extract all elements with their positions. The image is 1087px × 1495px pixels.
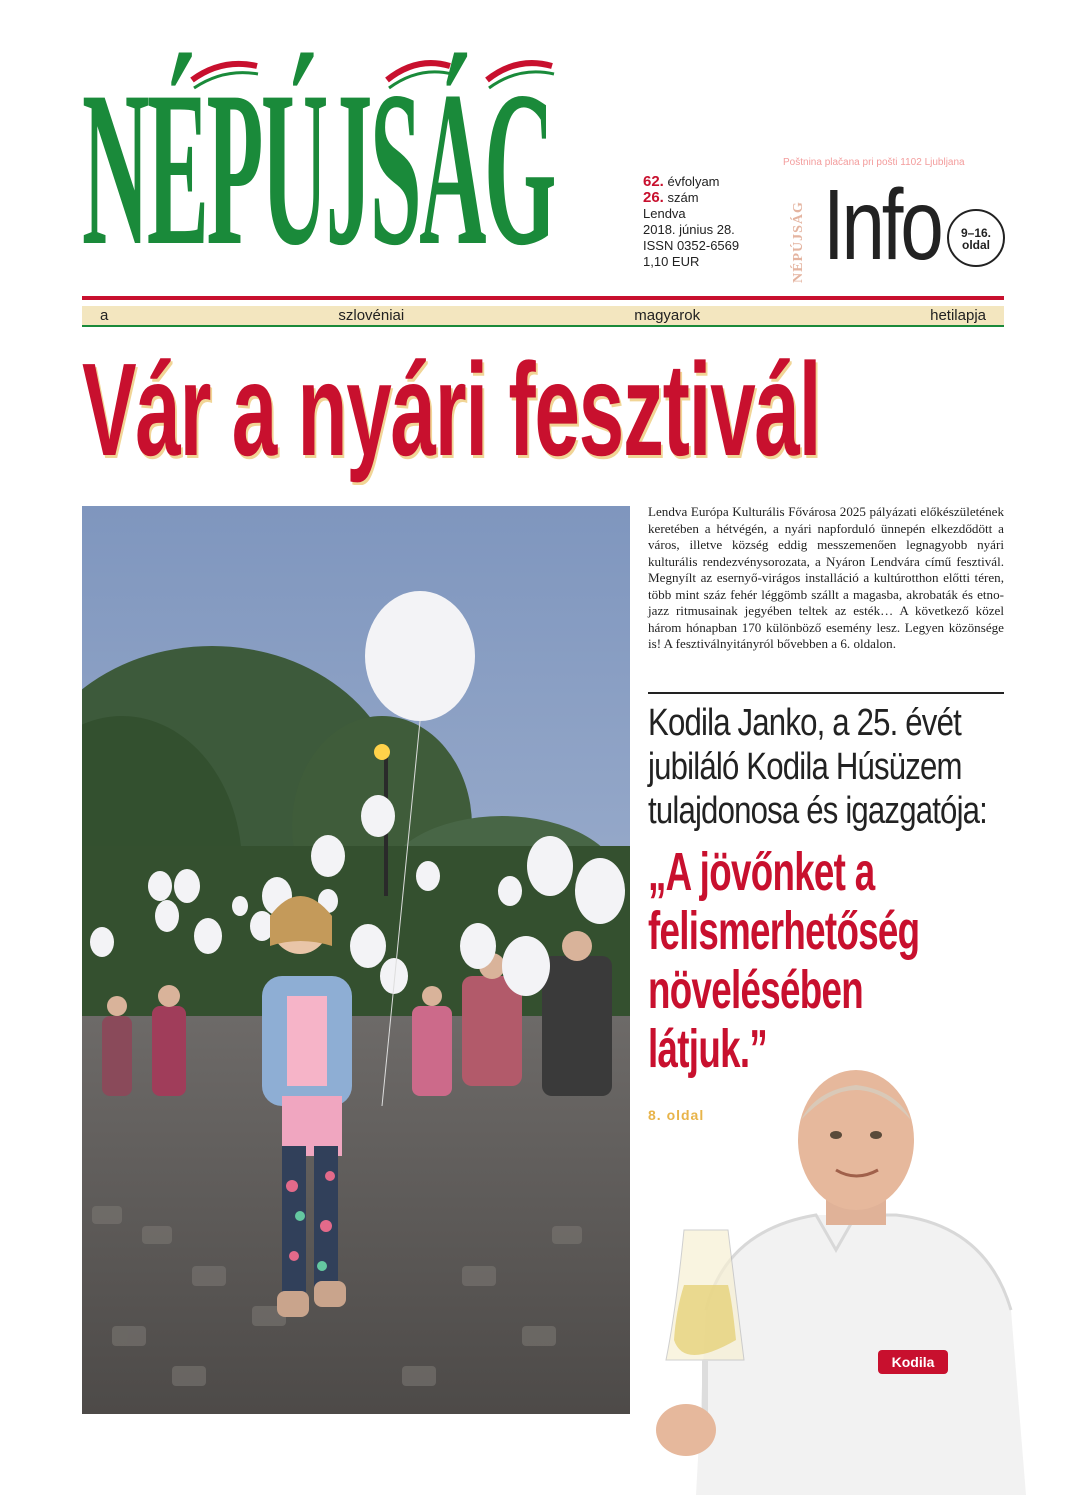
info-mini-logo-text: NÉPÚJSÁG xyxy=(791,201,806,283)
info-pages-label: oldal xyxy=(961,238,990,252)
issue-number: 26. xyxy=(643,189,664,206)
girl-with-balloon-photo xyxy=(82,506,630,1414)
volume-number: 62. xyxy=(643,173,664,190)
issue-price: 1,10 EUR xyxy=(643,254,700,269)
volume-label: évfolyam xyxy=(667,174,720,189)
masthead-rule xyxy=(82,296,1004,300)
issue-place: Lendva xyxy=(643,206,686,221)
page-reference[interactable]: 8. oldal xyxy=(648,1107,705,1123)
shirt-logo: Kodila xyxy=(891,1354,935,1370)
quote-line: felismerhetőség xyxy=(648,901,920,961)
issue-label: szám xyxy=(667,190,699,205)
issue-date: 2018. június 28. xyxy=(643,222,735,237)
masthead-logo xyxy=(82,40,622,290)
interview-intro xyxy=(648,701,988,833)
info-page-badge xyxy=(947,209,1005,267)
interview-intro-line: tulajdonosa és igazgatója: xyxy=(648,790,988,832)
postage-note: Poštnina plačana pri pošti 1102 Ljubljana xyxy=(783,157,965,168)
quote-line: látjuk.” xyxy=(648,1019,768,1079)
headline xyxy=(82,336,1082,483)
interview-quote xyxy=(648,843,934,1079)
quote-line: növelésében xyxy=(648,960,863,1020)
info-supplement xyxy=(783,157,1008,287)
quote-line: „A jövőnket a xyxy=(648,842,875,902)
info-title: Info xyxy=(823,169,941,281)
issue-issn: ISSN 0352-6569 xyxy=(643,238,740,253)
section-divider xyxy=(648,692,1004,694)
interview-intro-line: jubiláló Kodila Húsüzem xyxy=(648,746,962,788)
lead-paragraph: Lendva Európa Kulturális Fővárosa 2025 pályázati előkészületének keretében a hétvégén, a nyári napforduló ünnepén elkezdődött a város, illetve község eddig messzemenően legnagyobb nyári kulturális rendezvénysorozata, a Nyáron Lendvára című fesztivál. Megnyílt az esernyő-virágos installáció a kultúrotthon előtti téren, több mint száz fehér léggömb szállt a magasba, akrobaták és etno-jazz ritmusainak jegyében teltek az esték… A következő közel három hónapban 170 különböző esemény lesz. Legyen közönsége is! A fesztiválnyitányról bővebben a 6. oldalon. xyxy=(648,504,1004,651)
info-pages: 9–16. xyxy=(960,226,992,240)
info-mini-logo xyxy=(787,179,809,289)
interview-intro-line: Kodila Janko, a 25. évét xyxy=(648,702,961,744)
masthead-tagline: a szlovéniai magyarok hetilapja xyxy=(100,307,986,324)
headline-text: Vár a nyári fesztivál xyxy=(82,336,821,483)
masthead-title: NÉPÚJSÁG xyxy=(82,46,554,292)
issue-info xyxy=(643,174,783,270)
